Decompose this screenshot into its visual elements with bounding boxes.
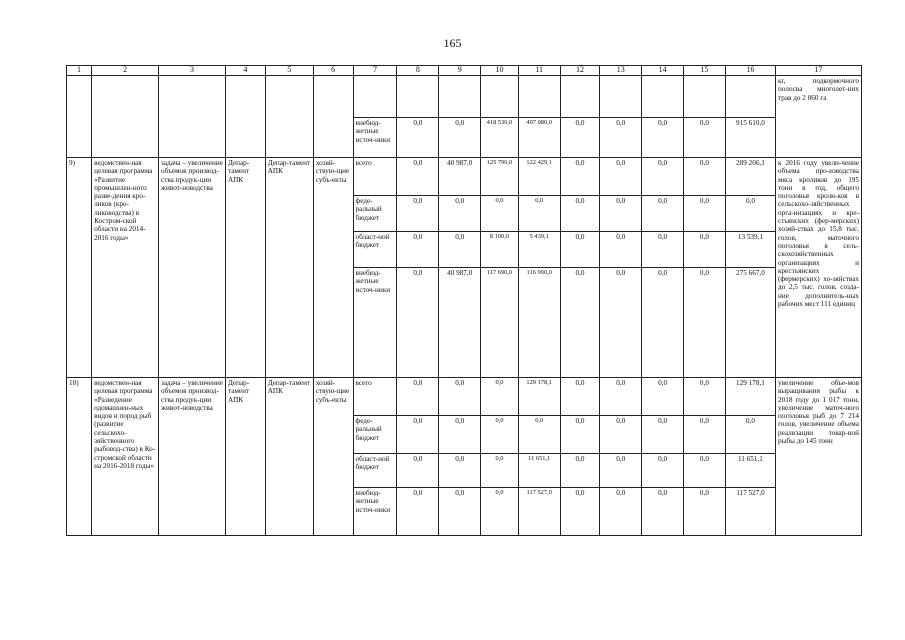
- amount-cell: 0,0: [560, 118, 600, 158]
- continuation-cell-8: [397, 76, 439, 118]
- continuation-cell-11: [518, 76, 560, 118]
- amount-cell: 0,0: [560, 232, 600, 268]
- executor: Депар-тамент АПК: [265, 378, 313, 536]
- amount-cell: 0,0: [439, 378, 481, 416]
- column-header-12: 12: [560, 66, 600, 76]
- continuation-cell-5: [265, 76, 313, 158]
- executor: Депар-тамент АПК: [265, 158, 313, 378]
- amount-cell: 13 539,1: [725, 232, 775, 268]
- column-header-13: 13: [600, 66, 642, 76]
- participants: хозяй-ствую-щие субъ-екты: [313, 158, 353, 378]
- column-header-3: 3: [159, 66, 226, 76]
- amount-cell: 117 527,0: [725, 488, 775, 536]
- funding-source: област-ной бюджет: [353, 454, 397, 488]
- program-number: 9): [67, 158, 92, 378]
- amount-cell: 0,0: [600, 196, 642, 232]
- column-header-11: 11: [518, 66, 560, 76]
- funding-source: всего: [353, 378, 397, 416]
- column-header-15: 15: [684, 66, 726, 76]
- program-name: ведомствен-ная целевая программа «Развитие промышлен-ного разве-дения кро-ликов (кро-лиководства) в Костром-ской области на 2014-2016 годы»: [92, 158, 159, 378]
- amount-cell: 0,0: [642, 158, 684, 196]
- amount-cell: 0,0: [481, 416, 519, 454]
- amount-cell: 129 178,1: [725, 378, 775, 416]
- amount-cell: 0,0: [560, 378, 600, 416]
- amount-cell: 418 530,0: [481, 118, 519, 158]
- amount-cell: 117 527,0: [518, 488, 560, 536]
- program-task: задача – увеличение объемов производ-ства продук-ции живот-новодства: [159, 158, 226, 378]
- amount-cell: 0,0: [481, 378, 519, 416]
- amount-cell: 0,0: [684, 488, 726, 536]
- amount-cell: 0,0: [684, 416, 726, 454]
- amount-cell: 0,0: [725, 416, 775, 454]
- program-row: [67, 158, 862, 196]
- continuation-cell-4: [225, 76, 265, 158]
- amount-cell: 0,0: [481, 196, 519, 232]
- amount-cell: 0,0: [560, 488, 600, 536]
- amount-cell: 0,0: [397, 378, 439, 416]
- column-header-1: 1: [67, 66, 92, 76]
- amount-cell: 0,0: [439, 118, 481, 158]
- amount-cell: 0,0: [600, 158, 642, 196]
- funding-source: област-ной бюджет: [353, 232, 397, 268]
- coordinator: Депар-тамент АПК: [225, 378, 265, 536]
- amount-cell: 0,0: [397, 488, 439, 536]
- amount-cell: 0,0: [439, 454, 481, 488]
- amount-cell: 0,0: [560, 416, 600, 454]
- continuation-cell-9: [439, 76, 481, 118]
- amount-cell: 0,0: [684, 118, 726, 158]
- continuation-cell-7: [353, 76, 397, 118]
- column-header-16: 16: [725, 66, 775, 76]
- continuation-cell-14: [642, 76, 684, 118]
- continuation-note: кг, подкормочного полосва многолет-них трав до 2 860 га: [776, 76, 862, 158]
- amount-cell: 5 439,1: [518, 232, 560, 268]
- continuation-cell-3: [159, 76, 226, 158]
- column-header-5: 5: [265, 66, 313, 76]
- amount-cell: 0,0: [560, 454, 600, 488]
- column-header-2: 2: [92, 66, 159, 76]
- amount-cell: 289 206,1: [725, 158, 775, 196]
- amount-cell: 0,0: [600, 268, 642, 378]
- amount-cell: 0,0: [684, 454, 726, 488]
- continuation-cell-12: [560, 76, 600, 118]
- amount-cell: 0,0: [642, 232, 684, 268]
- amount-cell: 116 990,0: [518, 268, 560, 378]
- column-header-9: 9: [439, 66, 481, 76]
- amount-cell: 0,0: [600, 454, 642, 488]
- amount-cell: 40 987,0: [439, 268, 481, 378]
- amount-cell: 0,0: [600, 488, 642, 536]
- program-number: 10): [67, 378, 92, 536]
- amount-cell: 0,0: [684, 196, 726, 232]
- amount-cell: 0,0: [397, 118, 439, 158]
- amount-cell: 0,0: [397, 268, 439, 378]
- funding-source: всего: [353, 158, 397, 196]
- coordinator: Депар-тамент АПК: [225, 158, 265, 378]
- column-header-8: 8: [397, 66, 439, 76]
- participants: хозяй-ствую-щие субъ-екты: [313, 378, 353, 536]
- program-name: ведомствен-ная целевая программа «Разведение одомашнен-ных видов и пород рыб (развитие сельскохо-зяйственного рыбовод-ства) в Ко-стромской области на 2016-2018 годы»: [92, 378, 159, 536]
- column-header-7: 7: [353, 66, 397, 76]
- continuation-cell-13: [600, 76, 642, 118]
- amount-cell: 11 651,1: [725, 454, 775, 488]
- amount-cell: 11 651,1: [518, 454, 560, 488]
- amount-cell: 0,0: [439, 488, 481, 536]
- amount-cell: 0,0: [439, 232, 481, 268]
- amount-cell: 0,0: [397, 232, 439, 268]
- amount-cell: 0,0: [439, 416, 481, 454]
- funding-source: феде-ральный бюджет: [353, 196, 397, 232]
- amount-cell: 117 690,0: [481, 268, 519, 378]
- continuation-cell-6: [313, 76, 353, 158]
- amount-cell: 0,0: [684, 268, 726, 378]
- column-number-row: [67, 66, 862, 76]
- amount-cell: 0,0: [600, 378, 642, 416]
- continuation-cell-1: [67, 76, 92, 158]
- amount-cell: 0,0: [397, 196, 439, 232]
- amount-cell: 40 987,0: [439, 158, 481, 196]
- amount-cell: 0,0: [518, 196, 560, 232]
- amount-cell: 8 100,0: [481, 232, 519, 268]
- amount-cell: 122 429,1: [518, 158, 560, 196]
- continuation-cell-2: [92, 76, 159, 158]
- amount-cell: 275 667,0: [725, 268, 775, 378]
- funding-source: внебюд-жетные источ-ники: [353, 268, 397, 378]
- amount-cell: 0,0: [481, 454, 519, 488]
- amount-cell: 0,0: [684, 378, 726, 416]
- amount-cell: 0,0: [397, 454, 439, 488]
- continuation-cell-15: [684, 76, 726, 118]
- amount-cell: 0,0: [684, 158, 726, 196]
- program-row: [67, 378, 862, 416]
- column-header-10: 10: [481, 66, 519, 76]
- amount-cell: 0,0: [642, 378, 684, 416]
- amount-cell: 0,0: [560, 196, 600, 232]
- column-header-14: 14: [642, 66, 684, 76]
- amount-cell: 0,0: [642, 454, 684, 488]
- page-number: 165: [443, 36, 462, 50]
- column-header-4: 4: [225, 66, 265, 76]
- column-header-17: 17: [776, 66, 862, 76]
- amount-cell: 0,0: [684, 232, 726, 268]
- amount-cell: 0,0: [642, 488, 684, 536]
- amount-cell: 915 610,0: [725, 118, 775, 158]
- expected-result: к 2016 году увели-чение объема про-изводства мяса кроликов до 195 тонн в год, общего поголовья кроли-ков в сельскохо-зяйственных орга-низациях и кре-стьянских (фер-мерских) хозяй-ствах до 15,8 тыс. голов, маточного поголовья в сель-скохозяйственных организациях и крестьянских (фермерских) хо-зяйствах до 2,5 тыс. голов, созда-ние дополнитель-ных рабочих мест 111 единиц: [776, 158, 862, 378]
- amount-cell: 0,0: [725, 196, 775, 232]
- amount-cell: 0,0: [560, 158, 600, 196]
- amount-cell: 0,0: [642, 268, 684, 378]
- program-task: задача – увеличение объемов производ-ства продук-ции живот-новодства: [159, 378, 226, 536]
- amount-cell: 125 790,0: [481, 158, 519, 196]
- amount-cell: 0,0: [397, 416, 439, 454]
- funding-source: внебюд-жетные источ-ники: [353, 118, 397, 158]
- amount-cell: 0,0: [600, 118, 642, 158]
- amount-cell: 0,0: [439, 196, 481, 232]
- funding-source: феде-ральный бюджет: [353, 416, 397, 454]
- amount-cell: 0,0: [600, 232, 642, 268]
- column-header-6: 6: [313, 66, 353, 76]
- amount-cell: 0,0: [642, 416, 684, 454]
- amount-cell: 0,0: [518, 416, 560, 454]
- continuation-row: [67, 76, 862, 118]
- continuation-cell-16: [725, 76, 775, 118]
- amount-cell: 129 178,1: [518, 378, 560, 416]
- amount-cell: 0,0: [642, 196, 684, 232]
- expected-result: увеличение объе-мов выращивания рыбы к 2018 году до 1 017 тонн, увеличение маточ-ного поголовья рыб до 7 214 голов, увеличение объема реализации товар-ной рыбы до 145 тонн: [776, 378, 862, 536]
- amount-cell: 0,0: [397, 158, 439, 196]
- amount-cell: 0,0: [481, 488, 519, 536]
- amount-cell: 497 080,0: [518, 118, 560, 158]
- continuation-cell-10: [481, 76, 519, 118]
- amount-cell: 0,0: [600, 416, 642, 454]
- budget-table: [66, 65, 862, 536]
- amount-cell: 0,0: [642, 118, 684, 158]
- amount-cell: 0,0: [560, 268, 600, 378]
- funding-source: внебюд-жетные источ-ники: [353, 488, 397, 536]
